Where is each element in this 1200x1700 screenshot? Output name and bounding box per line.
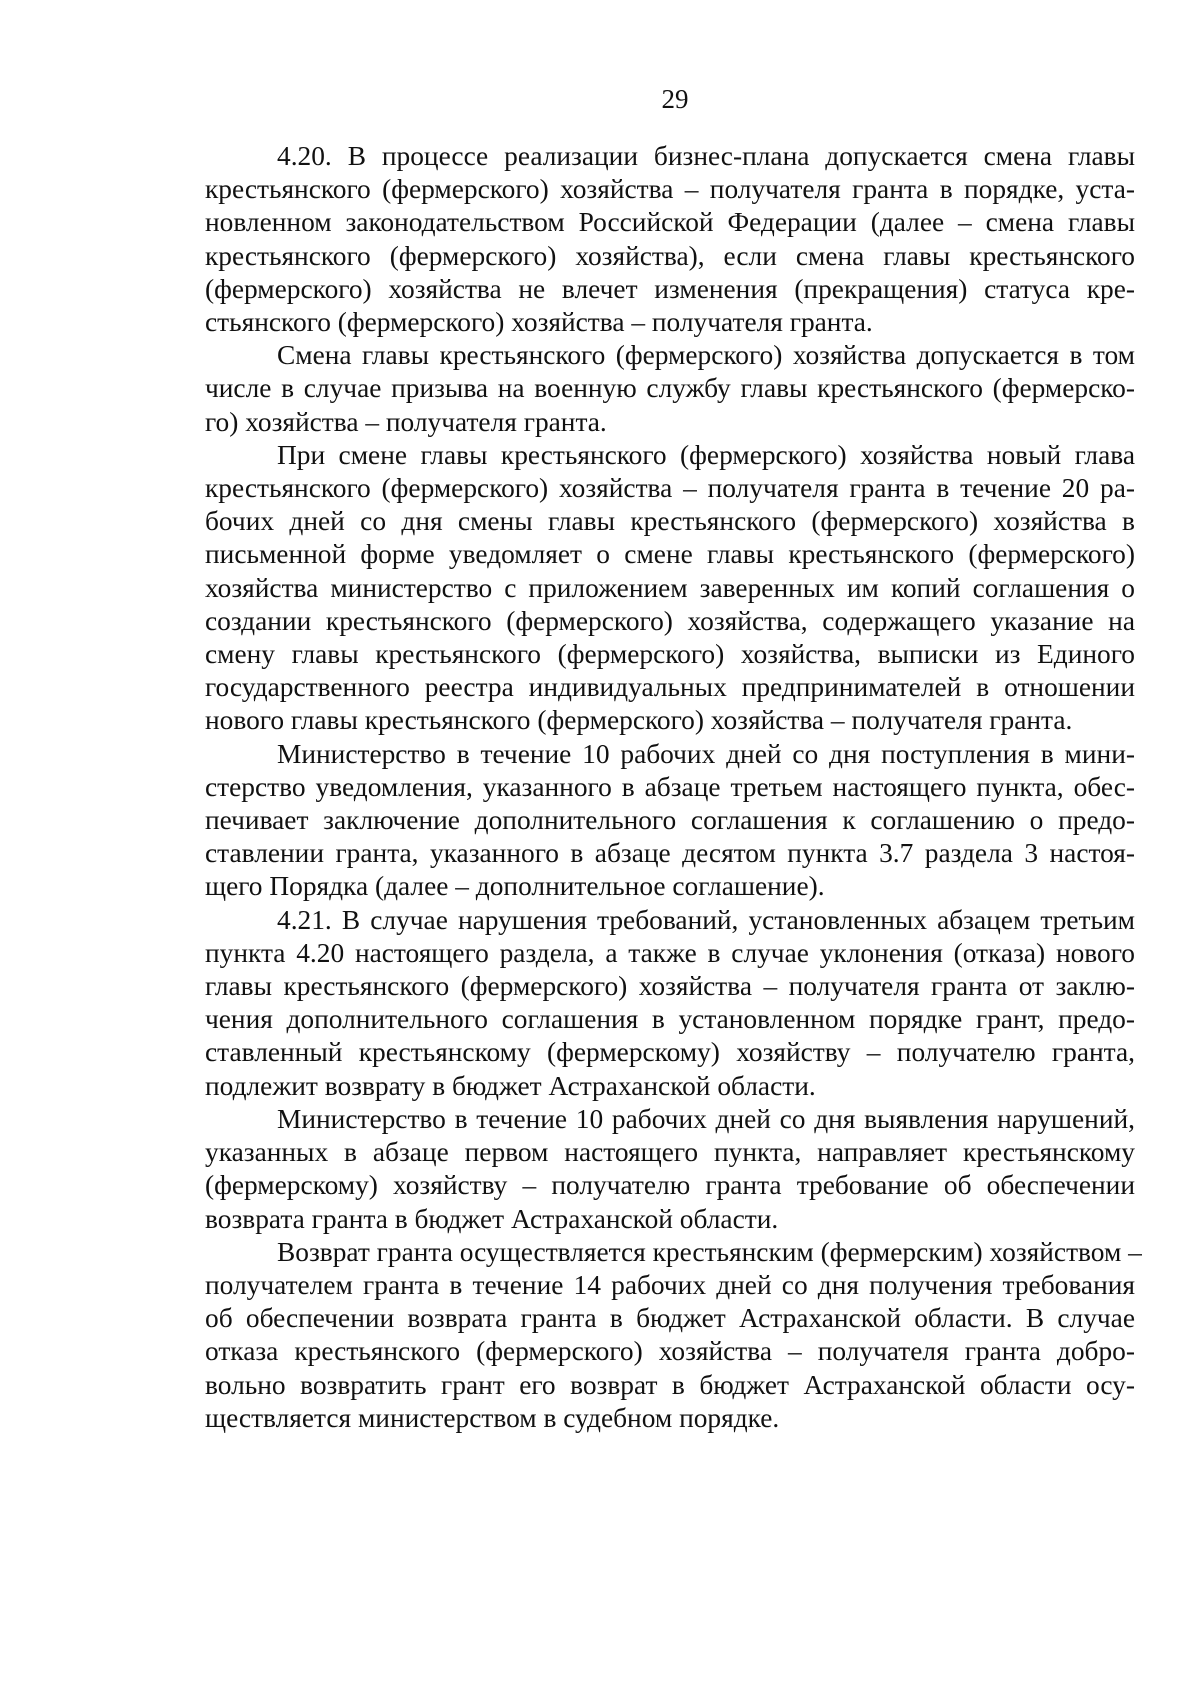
text-line: об обеспечении возврата гранта в бюджет Астраханской области. В случае bbox=[205, 1303, 1135, 1334]
text-line: числе в случае призыва на военную службу главы крестьянского (фермерско- bbox=[205, 373, 1135, 404]
text-line: чения дополнительного соглашения в установленном порядке грант, предо- bbox=[205, 1004, 1135, 1035]
text-line: крестьянского (фермерского) хозяйства), если смена главы крестьянского bbox=[205, 240, 1135, 271]
text-line: новленном законодательством Российской Федерации (далее – смена главы bbox=[205, 207, 1135, 238]
text-line: отказа крестьянского (фермерского) хозяйства – получателя гранта добро- bbox=[205, 1336, 1135, 1367]
text-line: ставленный крестьянскому (фермерскому) хозяйству – получателю гранта, bbox=[205, 1037, 1135, 1068]
text-line: ществляется министерством в судебном порядке. bbox=[205, 1402, 780, 1433]
text-line: Министерство в течение 10 рабочих дней со дня выявления нарушений, bbox=[277, 1103, 1135, 1134]
paragraph bbox=[205, 1236, 1142, 1435]
text-line: 4.20. В процессе реализации бизнес-плана допускается смена главы bbox=[277, 141, 1135, 171]
text-line: ставлении гранта, указанного в абзаце десятом пункта 3.7 раздела 3 настоя- bbox=[205, 838, 1135, 869]
page-number: 29 bbox=[661, 84, 689, 114]
text-line: письменной форме уведомляет о смене главы крестьянского (фермерского) bbox=[205, 539, 1135, 570]
text-line: главы крестьянского (фермерского) хозяйства – получателя гранта от заклю- bbox=[205, 971, 1135, 1002]
text-line: указанных в абзаце первом настоящего пункта, направляет крестьянскому bbox=[205, 1137, 1135, 1168]
document-body bbox=[205, 140, 1142, 1435]
text-line: 4.21. В случае нарушения требований, установленных абзацем третьим bbox=[277, 904, 1135, 935]
text-line: крестьянского (фермерского) хозяйства – получателя гранта в порядке, уста- bbox=[205, 174, 1135, 205]
text-line: подлежит возврату в бюджет Астраханской области. bbox=[205, 1070, 816, 1101]
text-line: хозяйства министерство с приложением заверенных им копий соглашения о bbox=[205, 572, 1135, 603]
text-line: стерство уведомления, указанного в абзаце третьем настоящего пункта, обес- bbox=[205, 771, 1135, 802]
paragraph bbox=[205, 1103, 1135, 1236]
text-line: возврата гранта в бюджет Астраханской области. bbox=[205, 1203, 779, 1234]
text-line: Смена главы крестьянского (фермерского) хозяйства допускается в том bbox=[277, 340, 1135, 371]
text-line: пункта 4.20 настоящего раздела, а также в случае уклонения (отказа) нового bbox=[205, 937, 1135, 968]
text-line: Возврат гранта осуществляется крестьянским (фермерским) хозяйством – bbox=[277, 1236, 1142, 1267]
text-line: (фермерского) хозяйства не влечет изменения (прекращения) статуса кре- bbox=[205, 273, 1135, 304]
paragraph bbox=[205, 439, 1135, 738]
text-line: (фермерскому) хозяйству – получателю гранта требование об обеспечении bbox=[205, 1170, 1135, 1201]
text-line: бочих дней со дня смены главы крестьянского (фермерского) хозяйства в bbox=[205, 506, 1135, 537]
paragraph bbox=[205, 738, 1135, 904]
text-line: создании крестьянского (фермерского) хозяйства, содержащего указание на bbox=[205, 605, 1135, 636]
text-line: вольно возвратить грант его возврат в бюджет Астраханской области осу- bbox=[205, 1369, 1135, 1400]
text-line: смену главы крестьянского (фермерского) хозяйства, выписки из Единого bbox=[205, 639, 1135, 670]
paragraph bbox=[205, 904, 1135, 1103]
text-line: щего Порядка (далее – дополнительное соглашение). bbox=[205, 871, 825, 902]
text-line: нового главы крестьянского (фермерского) хозяйства – получателя гранта. bbox=[205, 705, 1073, 736]
text-line: получателем гранта в течение 14 рабочих дней со дня получения требования bbox=[205, 1269, 1135, 1300]
text-line: стьянского (фермерского) хозяйства – получателя гранта. bbox=[205, 307, 873, 338]
text-line: Министерство в течение 10 рабочих дней со дня поступления в мини- bbox=[277, 738, 1135, 769]
text-line: государственного реестра индивидуальных предпринимателей в отношении bbox=[205, 672, 1135, 703]
text-line: печивает заключение дополнительного соглашения к соглашению о предо- bbox=[205, 805, 1135, 836]
paragraph bbox=[205, 140, 1135, 339]
text-line: При смене главы крестьянского (фермерского) хозяйства новый глава bbox=[277, 439, 1135, 470]
paragraph bbox=[205, 339, 1135, 439]
text-line: го) хозяйства – получателя гранта. bbox=[205, 406, 607, 437]
text-line: крестьянского (фермерского) хозяйства – получателя гранта в течение 20 ра- bbox=[205, 473, 1135, 504]
